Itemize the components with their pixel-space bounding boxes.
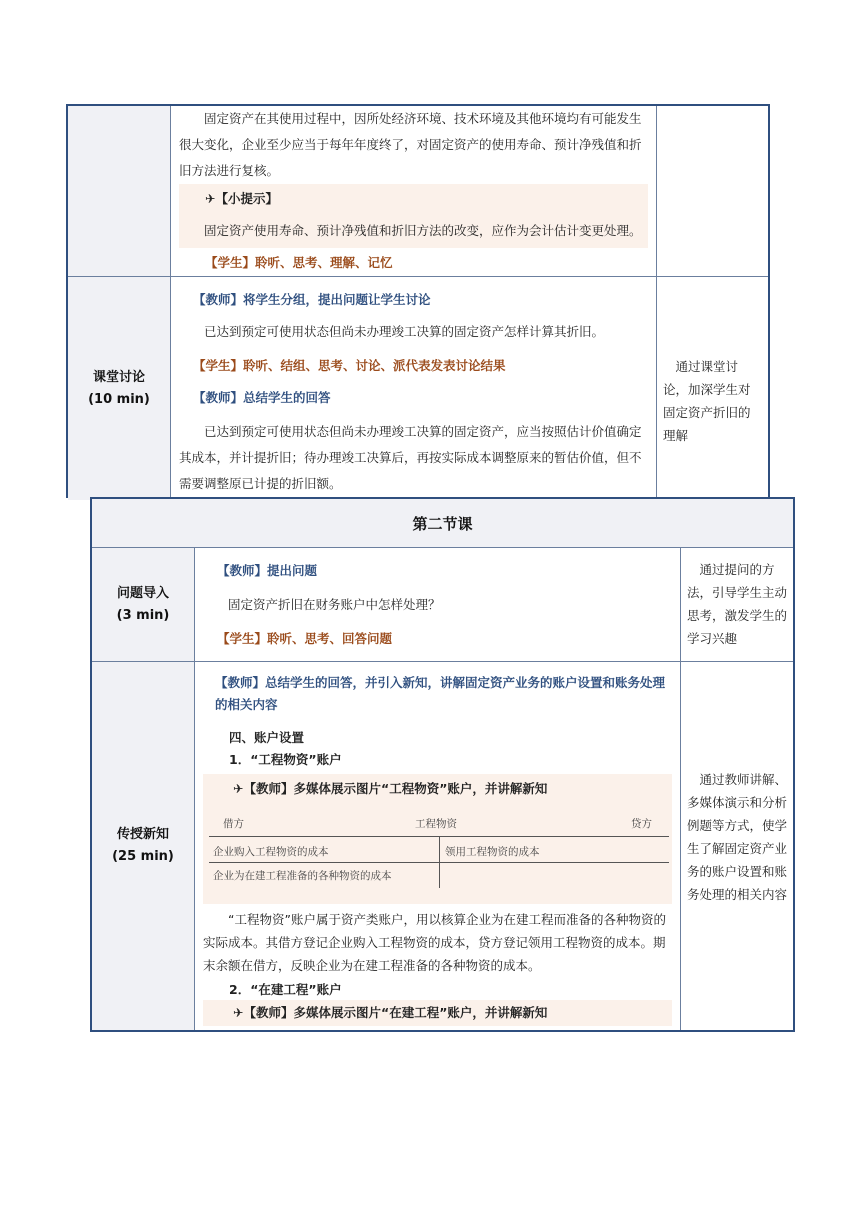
student-activity: 【学生】聆听、思考、回答问题	[217, 631, 393, 646]
intro-question: 固定资产折旧在财务账户中怎样处理？	[228, 597, 441, 612]
discussion-time: (10 min)	[88, 391, 150, 407]
lesson-table-second	[90, 497, 795, 1032]
intro-note-cell	[680, 548, 793, 661]
label-cell-intro	[92, 548, 194, 661]
ledger-mid-line-left	[209, 862, 439, 863]
row-continued	[68, 106, 768, 276]
student-activity: 【学生】聆听、思考、理解、记忆	[205, 255, 393, 270]
ledger-left-entry-1: 企业购入工程物资的成本	[213, 846, 329, 858]
row-discussion	[68, 276, 768, 500]
content-cell	[170, 106, 656, 276]
ledger-credit: 贷方	[631, 818, 652, 830]
note-cell-empty	[656, 106, 768, 276]
discussion-question: 已达到预定可使用状态但尚未办理竣工决算的固定资产怎样计算其折旧。	[204, 324, 605, 339]
teacher-summary: 【教师】总结学生的回答，并引入新知，讲解固定资产业务的账户设置和账务处理的相关内容	[215, 675, 666, 712]
discussion-note-cell	[656, 277, 768, 500]
teach-time: (25 min)	[112, 849, 174, 864]
account-explanation: “工程物资”账户属于资产类账户，用以核算企业为在建工程而准备的各种物资的实际成本。其借方登记企业购入工程物资的成本，贷方登记领用工程物资的成本。期末余额在借方，反映企业为在建工程准备的各种物资的成本。	[203, 912, 666, 973]
label-cell-empty	[68, 106, 170, 276]
tip-text: 固定资产使用寿命、预计净残值和折旧方法的改变，应作为会计估计变更处理。	[204, 223, 642, 238]
heading-account-setup: 四、账户设置	[229, 730, 305, 745]
label-cell-teach	[92, 662, 194, 1030]
ledger-left-entry-2: 企业为在建工程准备的各种物资的成本	[213, 870, 392, 882]
lesson-table-first	[66, 104, 770, 498]
teacher-summary: 【教师】总结学生的回答	[193, 390, 331, 405]
media-show-title-2: ✈【教师】多媒体展示图片“在建工程”账户，并讲解新知	[233, 1005, 548, 1020]
ledger-mid-line	[439, 862, 669, 863]
discussion-content	[170, 277, 656, 500]
teach-note: 通过教师讲解、多媒体演示和分析例题等方式，使学生了解固定资产业务的账户设置和账务处理的相关内容	[687, 772, 788, 902]
intro-label: 问题导入	[116, 585, 169, 601]
student-activity: 【学生】聆听、结组、思考、讨论、派代表发表讨论结果	[193, 358, 506, 373]
discussion-note: 通过课堂讨论，加深学生对固定资产折旧的理解	[663, 359, 751, 443]
tip-title: ✈【小提示】	[205, 191, 278, 206]
ledger-title: 工程物资	[415, 818, 457, 830]
media-show-title: ✈【教师】多媒体展示图片“工程物资”账户，并讲解新知	[233, 781, 548, 796]
teach-note-cell	[680, 662, 793, 1030]
section-title-row	[92, 499, 793, 547]
teach-label: 传授新知	[116, 827, 169, 842]
item-construction-in-progress: 2．“在建工程”账户	[229, 982, 342, 997]
discussion-label: 课堂讨论	[92, 369, 145, 385]
intro-time: (3 min)	[116, 607, 170, 623]
item-engineering-materials: 1．“工程物资”账户	[229, 752, 342, 767]
row-intro	[92, 547, 793, 661]
teach-content	[194, 662, 680, 1030]
intro-content	[194, 548, 680, 661]
discussion-answer: 已达到预定可使用状态但尚未办理竣工决算的固定资产，应当按照估计价值确定其成本，并计提折旧；待办理竣工决算后，再按实际成本调整原来的暂估价值，但不需要调整原已计提的折旧额。	[179, 424, 642, 491]
row-teach	[92, 661, 793, 1030]
teacher-prompt: 【教师】提出问题	[217, 563, 318, 578]
ledger-right-entry-1: 领用工程物资的成本	[445, 846, 540, 858]
intro-note: 通过提问的方法，引导学生主动思考，激发学生的学习兴趣	[687, 562, 788, 646]
ledger-debit: 借方	[223, 818, 244, 830]
teacher-prompt: 【教师】将学生分组，提出问题让学生讨论	[193, 292, 431, 307]
label-cell-discussion	[68, 277, 170, 500]
section-title: 第二节课	[412, 514, 473, 533]
intro-paragraph: 固定资产在其使用过程中，因所处经济环境、技术环境及其他环境均有可能发生很大变化，企业至少应当于每年年度终了，对固定资产的使用寿命、预计净残值和折旧方法进行复核。	[179, 111, 642, 178]
ledger-center-line	[439, 836, 440, 888]
